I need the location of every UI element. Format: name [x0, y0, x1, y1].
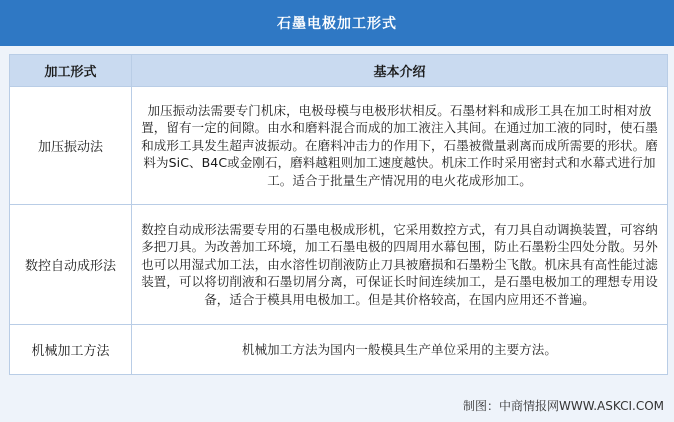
header-form: 加工形式 [10, 55, 132, 87]
form-description-cell: 数控自动成形法需要专用的石墨电极成形机，它采用数控方式，有刀具自动调换装置，可容纳多把刀具。为改善加工环境，加工石墨电极的四周用水幕包围，防止石墨粉尘四处分散。另外也可以用湿式加工法，由水溶性切削液防止刀具被磨损和石墨粉尘飞散。机床具有高性能过滤装置，可以将切削液和石墨切屑分离，可保证长时间连续加工，是石墨电极加工的理想专用设备，适合于模具用电极加工。但是其价格较高，在国内应用还不普遍。 [132, 205, 668, 325]
table-header-row [10, 55, 668, 87]
source-credit: 制图：中商情报网WWW.ASKCI.COM [463, 399, 664, 413]
table-row [10, 325, 668, 375]
processing-forms-table [9, 54, 668, 375]
form-description-cell: 机械加工方法为国内一般模具生产单位采用的主要方法。 [132, 325, 668, 375]
form-name-cell: 数控自动成形法 [10, 205, 132, 325]
table-row [10, 205, 668, 325]
form-name-cell: 加压振动法 [10, 87, 132, 205]
form-description-cell: 加压振动法需要专门机床，电极母模与电极形状相反。石墨材料和成形工具在加工时相对放置，留有一定的间隙。由水和磨料混合而成的加工液注入其间。在通过加工液的同时，使石墨和成形工具发生超声波振动。在磨料冲击力的作用下，石墨被微量剥离而成所需要的形状。磨料为SiC、B4C或金刚石，磨料越粗则加工速度越快。机床工作时采用密封式和水幕式进行加工。适合于批量生产情况用的电火花成形加工。 [132, 87, 668, 205]
page-title: 石墨电极加工形式 [0, 0, 674, 46]
header-description: 基本介绍 [132, 55, 668, 87]
form-name-cell: 机械加工方法 [10, 325, 132, 375]
table-row [10, 87, 668, 205]
